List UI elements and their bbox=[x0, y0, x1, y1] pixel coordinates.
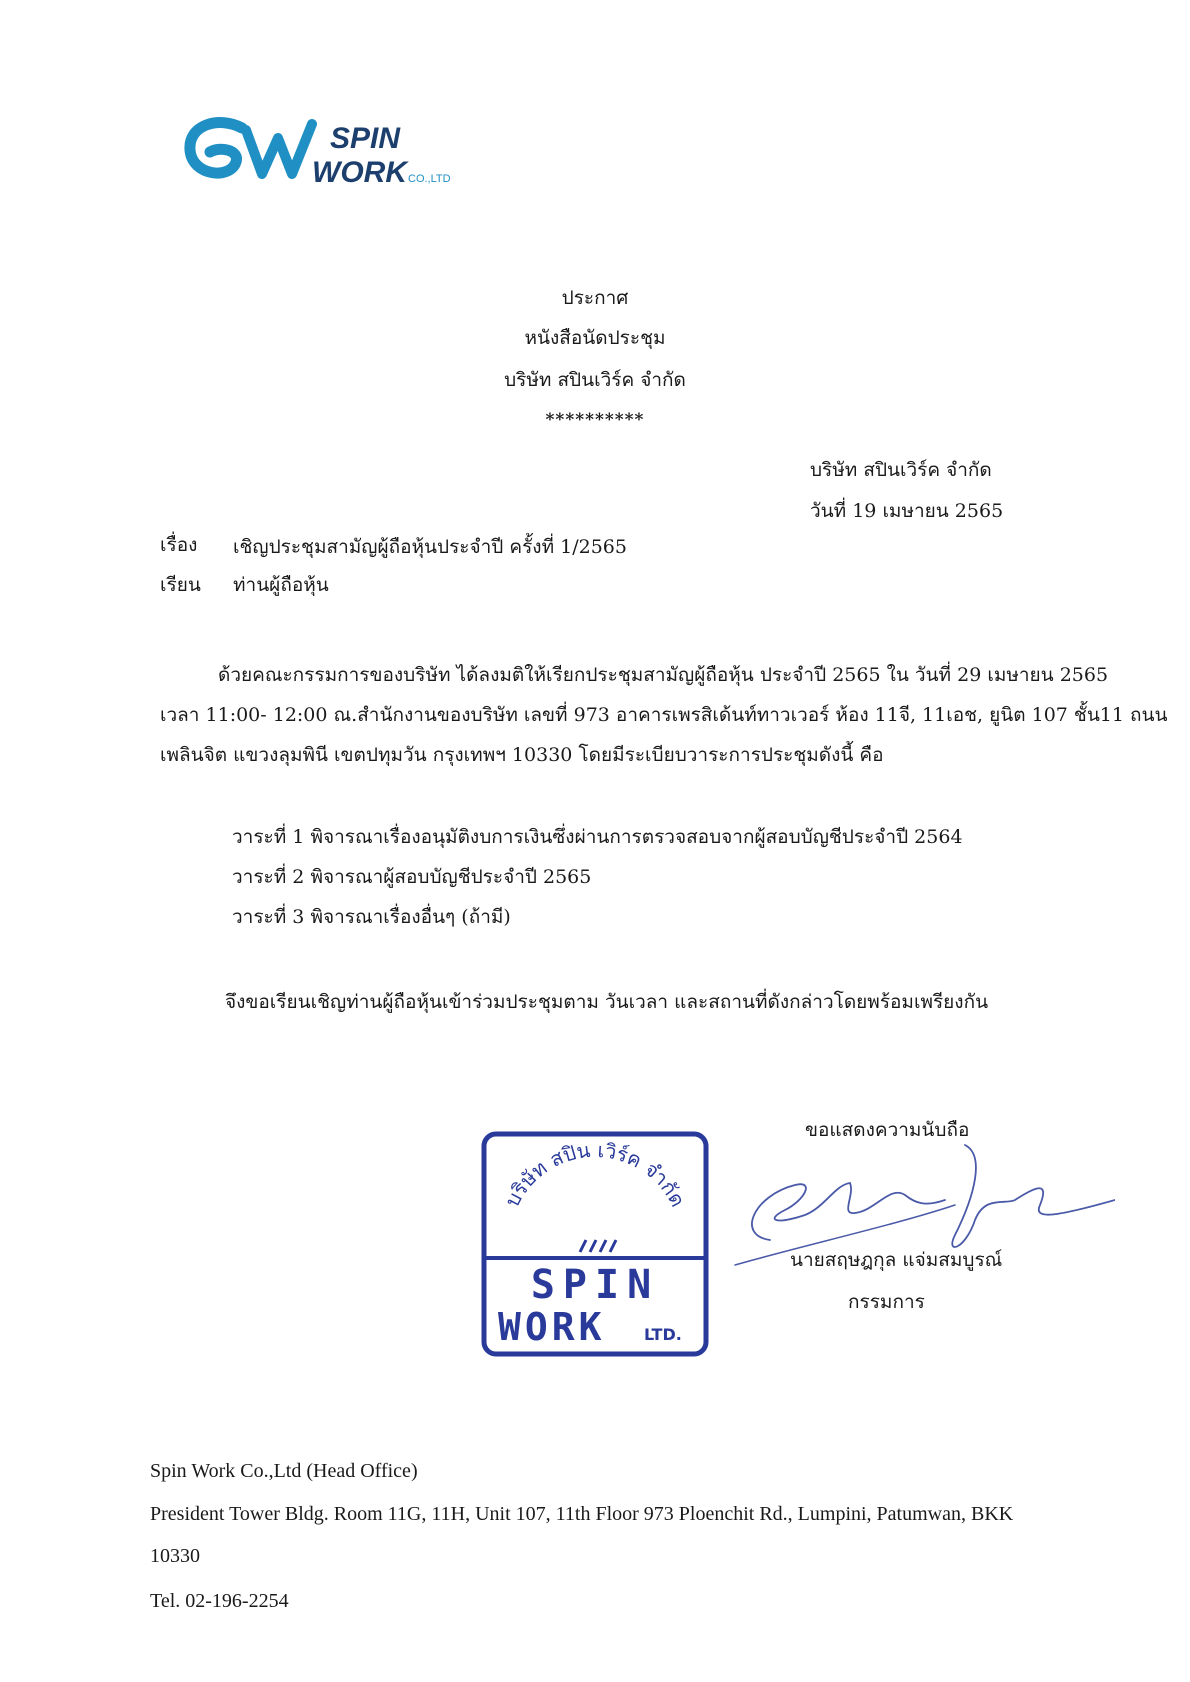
company-heading: บริษัท สปินเวิร์ค จำกัด bbox=[504, 369, 686, 391]
spinwork-logo bbox=[180, 110, 480, 190]
logo-line1: SPIN bbox=[330, 122, 401, 155]
agenda-item: วาระที่ 2 พิจารณาผู้สอบบัญชีประจำปี 2565 bbox=[232, 866, 592, 888]
stamp-line1: SPIN bbox=[530, 1262, 660, 1308]
body-line: เพลินจิต แขวงลุมพินี เขตปทุมวัน กรุงเทพฯ 10330 โดยมีระเบียบวาระการประชุมดังนี้ คือ bbox=[160, 744, 884, 766]
footer-tel: Tel. 02-196-2254 bbox=[150, 1590, 289, 1612]
to-label: เรียน bbox=[160, 574, 201, 596]
regards-text: ขอแสดงความนับถือ bbox=[805, 1119, 970, 1141]
notice-title: หนังสือนัดประชุม bbox=[524, 327, 666, 349]
stamp-suffix: LTD. bbox=[644, 1325, 682, 1344]
signer-title: กรรมการ bbox=[848, 1291, 925, 1313]
stars-divider: ********** bbox=[545, 410, 645, 430]
sender-company: บริษัท สปินเวิร์ค จำกัด bbox=[810, 459, 992, 481]
company-stamp bbox=[480, 1130, 710, 1358]
stamp-line2: WORK bbox=[498, 1305, 606, 1349]
logo-line2: WORK bbox=[312, 156, 407, 189]
logo-suffix: CO.,LTD bbox=[408, 173, 451, 185]
subject-label: เรื่อง bbox=[160, 534, 198, 556]
closing-line: จึงขอเรียนเชิญท่านผู้ถือหุ้นเข้าร่วมประชุมตาม วันเวลา และสถานที่ดังกล่าวโดยพร้อมเพรียงกัน bbox=[225, 991, 989, 1013]
to-text: ท่านผู้ถือหุ้น bbox=[233, 574, 329, 596]
signer-name: นายสฤษฎกุล แจ่มสมบูรณ์ bbox=[790, 1249, 1003, 1271]
letter-date: วันที่ 19 เมษายน 2565 bbox=[810, 500, 1004, 522]
stamp-arc-text: บริษัท สปิน เวิร์ค จำกัด bbox=[499, 1137, 691, 1211]
footer-zip: 10330 bbox=[150, 1545, 200, 1567]
agenda-item: วาระที่ 1 พิจารณาเรื่องอนุมัติงบการเงินซึ่งผ่านการตรวจสอบจากผู้สอบบัญชีประจำปี 2564 bbox=[232, 826, 963, 848]
footer-address: President Tower Bldg. Room 11G, 11H, Unit 107, 11th Floor 973 Ploenchit Rd., Lumpini, Patumwan, BKK bbox=[150, 1503, 1014, 1525]
footer-company: Spin Work Co.,Ltd (Head Office) bbox=[150, 1460, 418, 1482]
agenda-item: วาระที่ 3 พิจารณาเรื่องอื่นๆ (ถ้ามี) bbox=[232, 906, 511, 928]
subject-text: เชิญประชุมสามัญผู้ถือหุ้นประจำปี ครั้งที่ 1/2565 bbox=[233, 536, 627, 558]
announce-heading: ประกาศ bbox=[561, 287, 629, 309]
svg-text:บริษัท สปิน เวิร์ค จำกัด bbox=[500, 1138, 690, 1211]
body-line: เวลา 11:00- 12:00 ณ.สำนักงานของบริษัท เลขที่ 973 อาคารเพรสิเด้นท์ทาวเวอร์ ห้อง 11จี, 11เอช, ยูนิต 107 ชั้น11 ถนน bbox=[160, 704, 1168, 726]
body-line: ด้วยคณะกรรมการของบริษัท ได้ลงมติให้เรียกประชุมสามัญผู้ถือหุ้น ประจำปี 2565 ใน วันที่ 29 เมษายน 2565 bbox=[218, 664, 1109, 686]
